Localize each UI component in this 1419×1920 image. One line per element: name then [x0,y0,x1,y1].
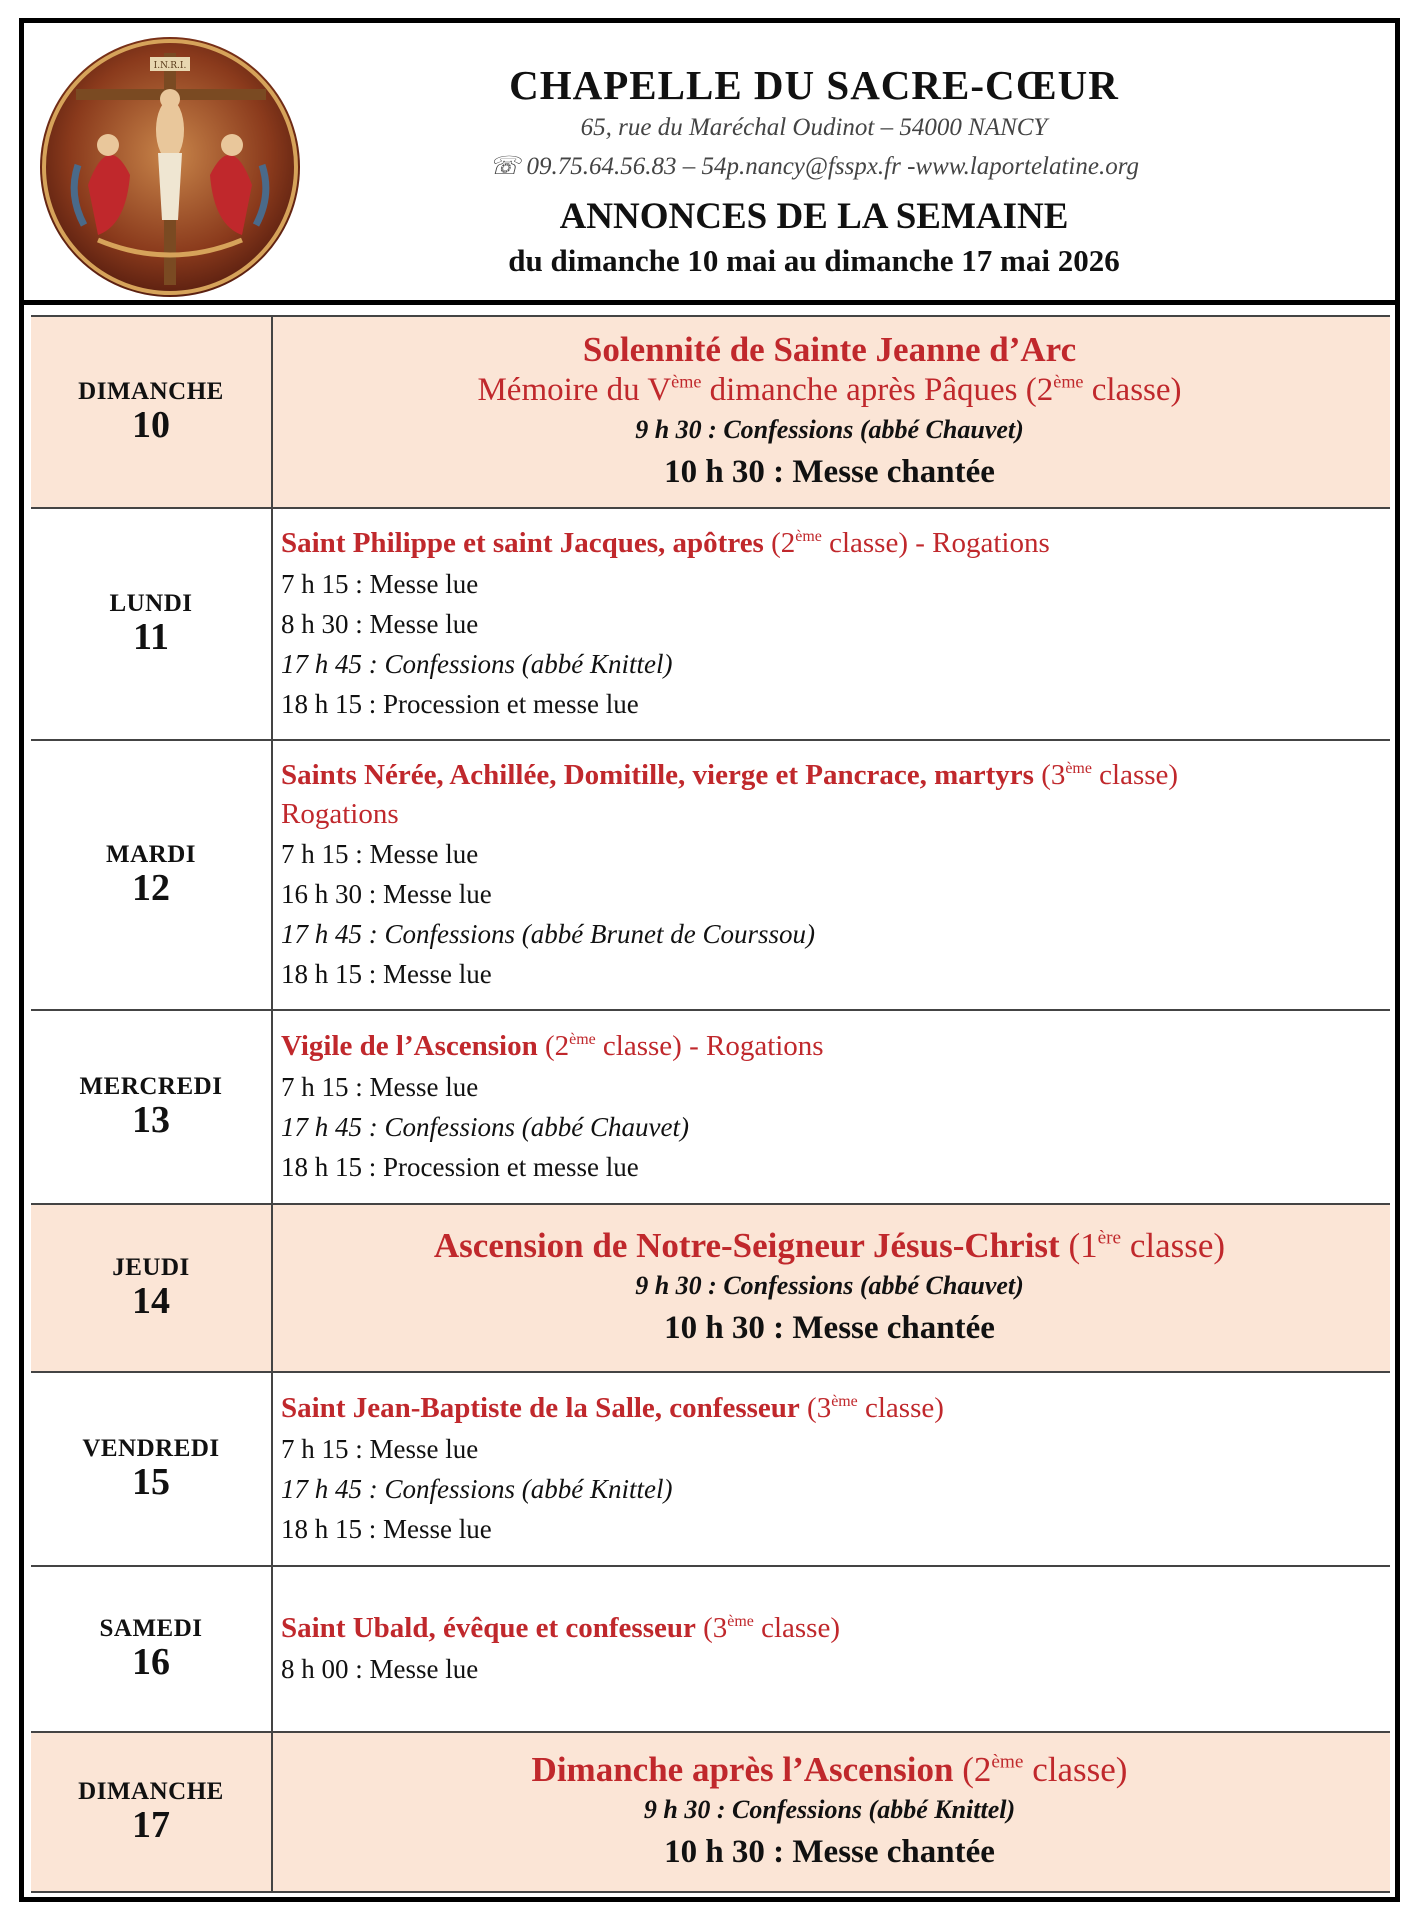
day-number: 17 [132,1804,170,1847]
day-row-thursday-14 [31,1203,1390,1371]
day-content [281,1205,1378,1371]
header [24,23,1395,305]
day-content [281,1567,1378,1731]
feast-title: Saint Philippe et saint Jacques, apôtres (2ème classe) - Rogations [281,527,1050,560]
chapel-title: CHAPELLE DU SACRE-CŒUR [509,62,1119,108]
feast-title: Dimanche après l’Ascension (2ème classe) [531,1750,1128,1789]
day-number: 11 [133,616,169,659]
day-row-tuesday-12 [31,739,1390,1009]
feast-title: Saints Nérée, Achillée, Domitille, vierge et Pancrace, martyrs (3ème classe) [281,758,1179,791]
day-content [281,1011,1378,1203]
schedule-line: 7 h 15 : Messe lue [281,839,479,870]
feast-title: Saint Jean-Baptiste de la Salle, confesseur (3ème classe) [281,1392,944,1425]
confession-time: 9 h 30 : Confessions (abbé Chauvet) [635,1271,1024,1300]
week-range: du dimanche 10 mai au dimanche 17 mai 2026 [508,243,1120,278]
schedule-line: 18 h 15 : Messe lue [281,959,492,990]
day-row-friday-15 [31,1371,1390,1565]
day-cell [31,1011,273,1203]
confession-time: 9 h 30 : Confessions (abbé Chauvet) [635,414,1024,444]
day-name: DIMANCHE [78,1778,224,1806]
day-number: 13 [132,1099,170,1142]
day-name: VENDREDI [82,1435,220,1463]
mass-time: 10 h 30 : Messe chantée [664,1834,995,1870]
day-row-saturday-16 [31,1565,1390,1731]
confession-time: 9 h 30 : Confessions (abbé Knittel) [643,1795,1016,1824]
day-number: 15 [132,1461,170,1504]
schedule-line: 7 h 15 : Messe lue [281,1071,479,1102]
chapel-contact: ☏ 09.75.64.56.83 – 54p.nancy@fsspx.fr -www.laportelatine.org [488,153,1140,180]
day-content [281,741,1378,1009]
schedule-line: 17 h 45 : Confessions (abbé Chauvet) [281,1111,689,1142]
day-cell [31,1373,273,1565]
day-row-sunday-17 [31,1731,1390,1893]
day-number: 14 [132,1280,170,1323]
day-name: LUNDI [109,590,193,618]
schedule-line: 17 h 45 : Confessions (abbé Knittel) [281,648,673,679]
day-number: 12 [132,867,170,910]
schedule-line: 16 h 30 : Messe lue [281,879,492,910]
rogations-note: Rogations [281,798,399,830]
day-row-sunday-10 [31,315,1390,507]
memoire-line: Mémoire du Vème dimanche après Pâques (2ème classe) [477,371,1182,409]
mass-time: 10 h 30 : Messe chantée [664,453,995,490]
day-content [281,1373,1378,1565]
day-name: MERCREDI [79,1073,223,1101]
day-cell [31,741,273,1009]
day-content [281,1733,1378,1891]
day-row-monday-11 [31,507,1390,739]
day-cell [31,1733,273,1891]
day-content [281,317,1378,507]
schedule-line: 17 h 45 : Confessions (abbé Knittel) [281,1473,673,1504]
schedule-line: 18 h 15 : Procession et messe lue [281,1151,639,1182]
chapel-address: 65, rue du Maréchal Oudinot – 54000 NANCY [580,114,1048,141]
day-name: MARDI [106,841,196,869]
feast-title: Vigile de l’Ascension (2ème classe) - Rogations [281,1030,824,1063]
inri-inscription: I.N.R.I. [153,61,187,71]
schedule-line: 18 h 15 : Messe lue [281,1513,492,1544]
day-cell [31,1567,273,1731]
day-name: SAMEDI [99,1615,203,1643]
feast-title: Ascension de Notre-Seigneur Jésus-Christ (1ère classe) [433,1226,1226,1265]
feast-title: Solennité de Sainte Jeanne d’Arc [582,330,1077,370]
day-number: 16 [132,1641,170,1684]
day-number: 10 [132,404,170,447]
announcement-frame [19,18,1400,1902]
announcements-heading: ANNONCES DE LA SEMAINE [559,196,1069,237]
feast-title: Saint Ubald, évêque et confesseur (3ème classe) [281,1612,840,1645]
day-name: JEUDI [112,1254,190,1282]
schedule-line: 7 h 15 : Messe lue [281,1433,479,1464]
schedule-line: 8 h 00 : Messe lue [281,1653,479,1684]
schedule-line: 18 h 15 : Procession et messe lue [281,688,639,719]
schedule-line: 7 h 15 : Messe lue [281,568,479,599]
crucifix-emblem-icon [38,35,303,300]
day-cell [31,1205,273,1371]
schedule-line: 17 h 45 : Confessions (abbé Brunet de Courssou) [281,919,815,950]
day-content [281,509,1378,739]
day-row-wednesday-13 [31,1009,1390,1203]
day-name: DIMANCHE [78,378,224,406]
day-cell [31,317,273,507]
day-cell [31,509,273,739]
schedule-line: 8 h 30 : Messe lue [281,608,479,639]
mass-time: 10 h 30 : Messe chantée [664,1310,995,1346]
